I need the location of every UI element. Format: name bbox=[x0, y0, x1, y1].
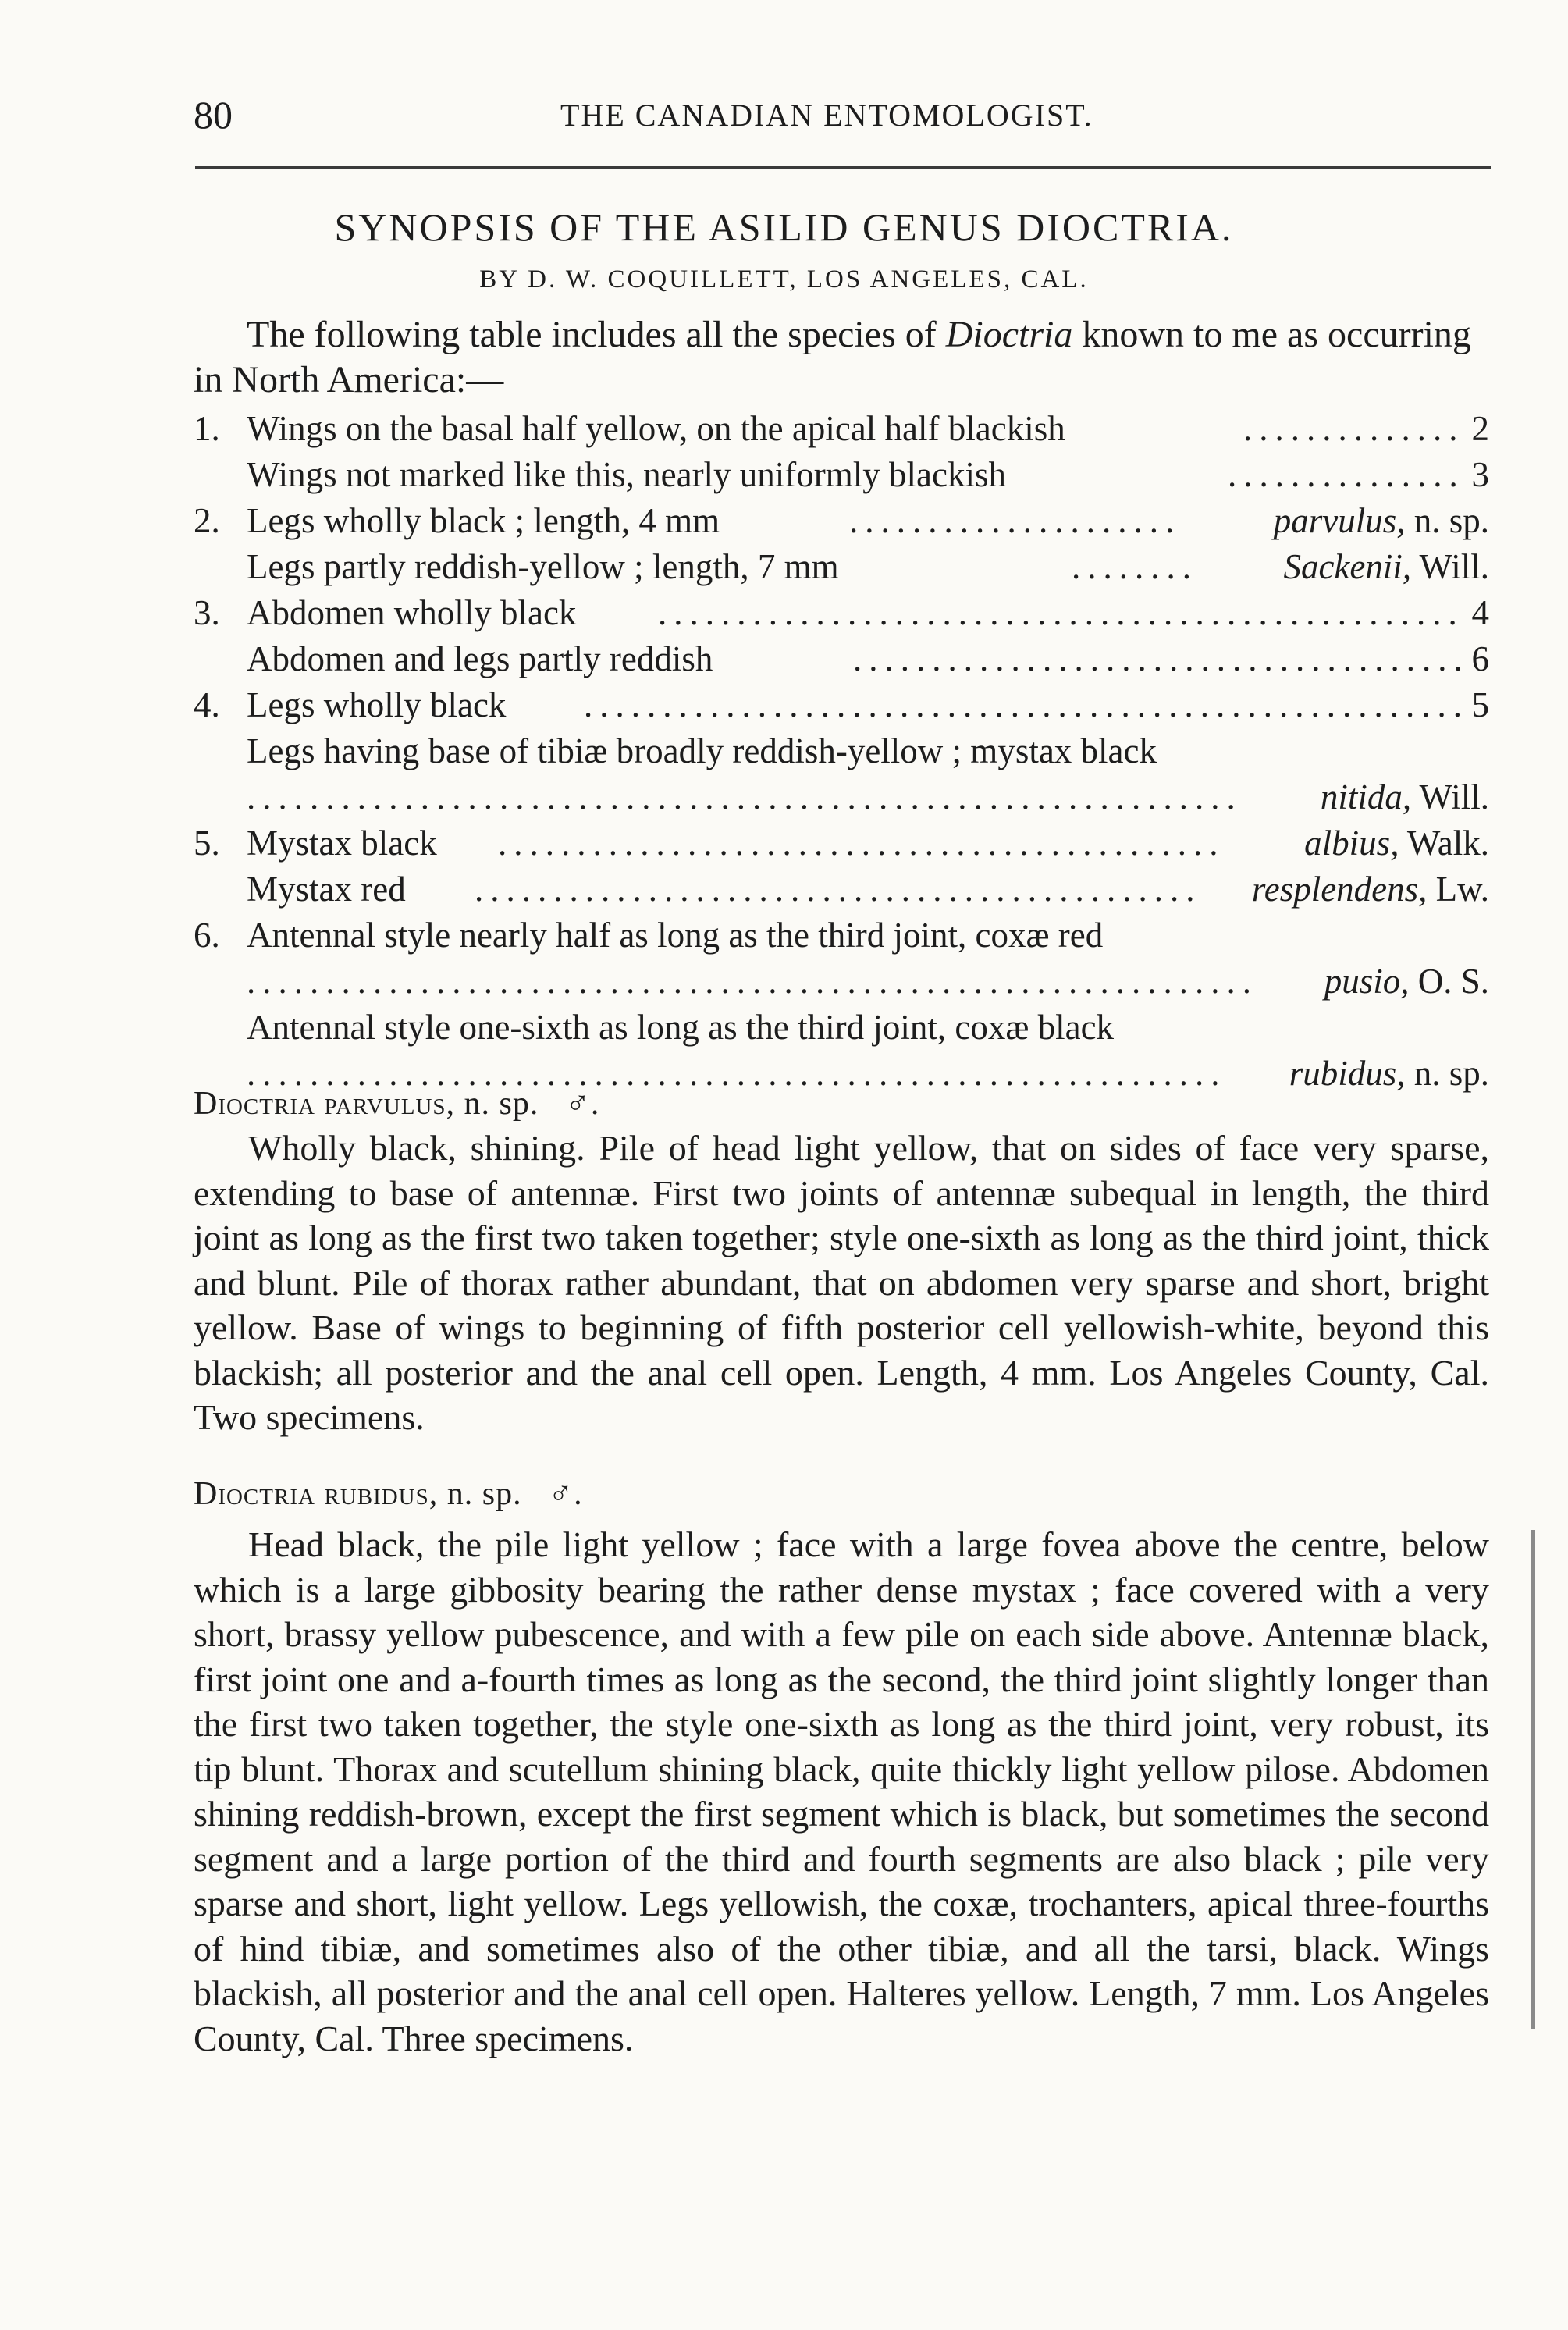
key-line bbox=[194, 682, 1489, 728]
byline: BY D. W. COQUILLETT, LOS ANGELES, CAL. bbox=[479, 265, 1089, 293]
key-reference: 6 bbox=[1471, 639, 1489, 678]
key-line bbox=[194, 452, 1489, 498]
key-text: Mystax black bbox=[247, 824, 437, 863]
intro-text-end: known to me as occurring in North America:— bbox=[194, 314, 1471, 400]
intro-genus-name: Dioctria bbox=[945, 314, 1073, 355]
key-couplet-number: 1. bbox=[194, 409, 220, 448]
key-reference: 2 bbox=[1471, 409, 1489, 448]
key-text: Abdomen and legs partly reddish bbox=[247, 639, 713, 678]
leader-dots bbox=[658, 590, 1463, 636]
key-text: Antennal style one-sixth as long as the third joint, coxæ black bbox=[247, 1008, 1115, 1047]
leader-dots bbox=[475, 866, 1193, 912]
key-reference: albius, Walk. bbox=[1304, 824, 1489, 863]
key-reference: parvulus, n. sp. bbox=[1273, 501, 1489, 540]
key-line bbox=[194, 498, 1489, 544]
key-line bbox=[194, 959, 1489, 1005]
journal-title: THE CANADIAN ENTOMOLOGIST. bbox=[560, 98, 1093, 133]
key-reference: 4 bbox=[1471, 593, 1489, 632]
key-text: Legs partly reddish-yellow ; length, 7 mm bbox=[247, 547, 839, 586]
article-title: SYNOPSIS OF THE ASILID GENUS DIOCTRIA. bbox=[334, 205, 1234, 249]
key-text: Legs wholly black ; length, 4 mm bbox=[247, 501, 720, 540]
key-text: Wings on the basal half yellow, on the apical half blackish bbox=[247, 409, 1065, 448]
key-couplet-number: 4. bbox=[194, 685, 220, 724]
key-couplet-number: 5. bbox=[194, 824, 220, 863]
male-symbol: ♂. bbox=[548, 1476, 583, 1512]
key-line bbox=[194, 636, 1489, 682]
key-text: Abdomen wholly black bbox=[247, 593, 577, 632]
key-reference: 3 bbox=[1471, 455, 1489, 494]
key-text: Wings not marked like this, nearly uniformly blackish bbox=[247, 455, 1006, 494]
key-reference: nitida, Will. bbox=[1320, 777, 1489, 816]
binding-edge-mark bbox=[1531, 1530, 1535, 2029]
page-number: 80 bbox=[194, 93, 233, 137]
key-reference: pusio, O. S. bbox=[1324, 962, 1489, 1001]
key-reference: Sackenii, Will. bbox=[1283, 547, 1489, 586]
key-couplet-number: 3. bbox=[194, 593, 220, 632]
species-description-parvulus: Wholly black, shining. Pile of head light yellow, that on sides of face very sparse, extending to base of antennæ. First two joints of antennæ subequal in length, the third joint as long as the first two taken together; style one-sixth as long as the third joint, thick and blunt. Pile of thorax rather abundant, that on abdomen very sparse and short, bright yellow. Base of wings to beginning of fifth posterior cell yellowish-white, beyond this blackish; all posterior and the anal cell open. Length, 4 mm. Los Angeles County, Cal. Two specimens. bbox=[194, 1128, 1489, 1437]
key-line bbox=[194, 820, 1489, 866]
leader-dots bbox=[1243, 406, 1463, 452]
key-line bbox=[194, 544, 1489, 590]
leader-dots bbox=[498, 820, 1224, 866]
leader-dots bbox=[247, 774, 1239, 820]
key-reference: 5 bbox=[1471, 685, 1489, 724]
key-line bbox=[194, 866, 1489, 912]
running-head bbox=[194, 86, 1451, 141]
leader-dots bbox=[584, 682, 1463, 728]
key-text: Legs having base of tibiæ broadly reddish-yellow ; mystax black bbox=[247, 731, 1157, 770]
leader-dots bbox=[853, 636, 1463, 682]
species-heading-parvulus: Dioctria parvulus, n. sp. ♂. bbox=[194, 1086, 600, 1122]
key-couplet-number: 2. bbox=[194, 501, 220, 540]
key-line bbox=[194, 728, 1489, 774]
key-reference: rubidus, n. sp. bbox=[1289, 1054, 1489, 1093]
key-line bbox=[194, 590, 1489, 636]
key-reference: resplendens, Lw. bbox=[1251, 870, 1489, 909]
intro-text-start: The following table includes all the species of bbox=[247, 314, 946, 355]
intro-paragraph bbox=[194, 312, 1489, 403]
leader-dots bbox=[1072, 544, 1193, 590]
species-description-rubidus: Head black, the pile light yellow ; face with a large fovea above the centre, below which is a large gibbosity bearing the rather dense mystax ; face covered with a very short, brassy yellow pubescence, and with a few pile on each side above. Antennæ black, first joint one and a-fourth times as long as the second, the third joint slightly longer than the first two taken together, the style one-sixth as long as the third joint, very robust, its tip blunt. Thorax and scutellum shining black, quite thickly light yellow pilose. Abdomen shining reddish-brown, except the first segment which is black, but sometimes the second segment and a large portion of the third and fourth segments are also black ; pile very sparse and short, light yellow. Legs yellowish, the coxæ, trochanters, apical three-fourths of hind tibiæ, and sometimes also of the other tibiæ, and all the tarsi, black. Wings blackish, all posterior and the anal cell open. Halteres yellow. Length, 7 mm. Los Angeles County, Cal. Three specimens. bbox=[194, 1524, 1489, 2058]
key-couplet-number: 6. bbox=[194, 916, 220, 955]
header-rule bbox=[195, 166, 1491, 169]
key-line bbox=[194, 774, 1489, 820]
leader-dots bbox=[1228, 452, 1463, 498]
key-text: Mystax red bbox=[247, 870, 406, 909]
key-line bbox=[194, 406, 1489, 452]
key-text: Antennal style nearly half as long as the third joint, coxæ red bbox=[247, 916, 1104, 955]
male-symbol: ♂. bbox=[565, 1086, 600, 1122]
key-text: Legs wholly black bbox=[247, 685, 507, 724]
leader-dots bbox=[849, 498, 1177, 544]
leader-dots bbox=[247, 959, 1255, 1005]
key-line bbox=[194, 1005, 1489, 1051]
species-heading-rubidus: Dioctria rubidus, n. sp. ♂. bbox=[194, 1476, 583, 1512]
species-key bbox=[194, 406, 1489, 1097]
key-line bbox=[194, 912, 1489, 959]
